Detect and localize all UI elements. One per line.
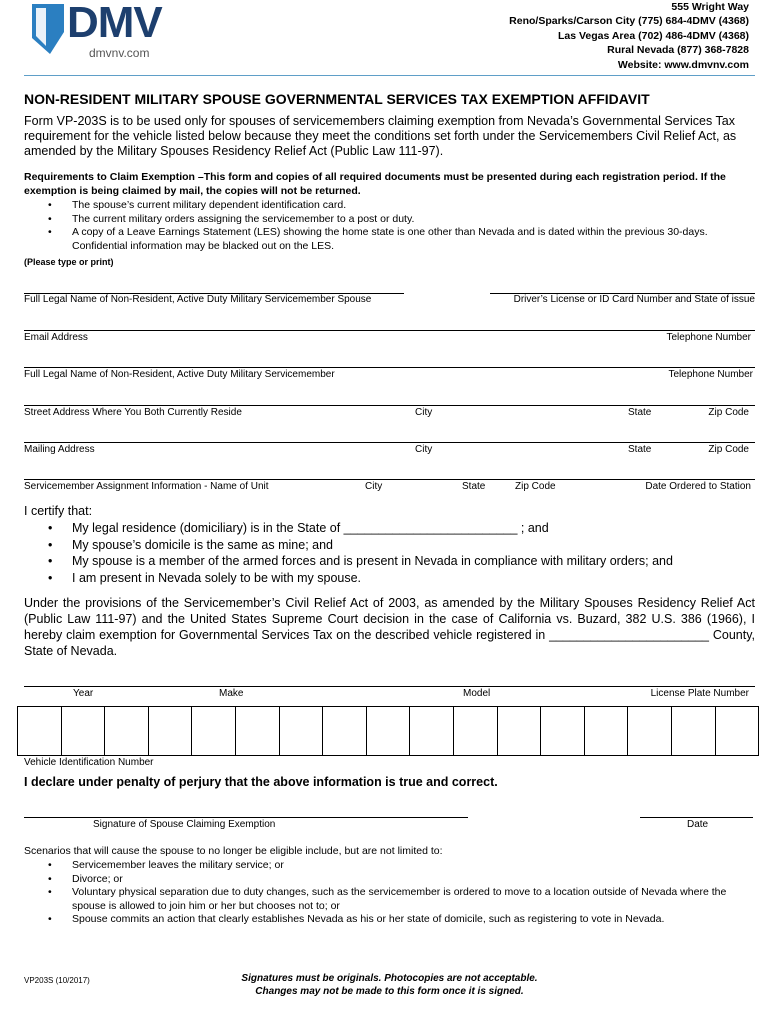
vin-box[interactable] [192, 707, 236, 755]
state-label: State [462, 481, 486, 492]
footer-line-1: Signatures must be originals. Photocopies are not acceptable. [241, 973, 538, 984]
logo-url: dmvnv.com [89, 46, 150, 60]
email-field[interactable] [24, 330, 755, 331]
zip-label: Zip Code [515, 481, 556, 492]
dmv-logo [30, 2, 190, 62]
vin-box[interactable] [280, 707, 324, 755]
print-note: (Please type or print) [24, 257, 114, 267]
vin-box[interactable] [498, 707, 542, 755]
vin-box[interactable] [149, 707, 193, 755]
list-item: • A copy of a Leave Earnings Statement (LES) showing the home state is one other than Nevada and is dated within the previous 30-days. Confidential information may be blacked out on the LES. [48, 226, 748, 253]
scenarios-heading: Scenarios that will cause the spouse to no longer be eligible include, but are not limited to: [24, 845, 443, 857]
vin-box[interactable] [18, 707, 62, 755]
form-code: VP203S (10/2017) [24, 976, 90, 985]
vin-box[interactable] [716, 707, 759, 755]
vin-box[interactable] [410, 707, 454, 755]
state-label: State [628, 407, 652, 418]
vehicle-info-field[interactable] [24, 686, 755, 687]
list-item: • Servicemember leaves the military service; or [48, 859, 748, 873]
vin-grid [17, 706, 759, 756]
servicemember-name-label: Full Legal Name of Non-Resident, Active Duty Military Servicemember [24, 369, 335, 380]
signature-label: Signature of Spouse Claiming Exemption [93, 819, 276, 830]
telephone-label: Telephone Number [668, 369, 753, 380]
mailing-address-label: Mailing Address [24, 444, 95, 455]
list-item: • Voluntary physical separation due to duty changes, such as the servicemember is ordered to move to a location outside of Nevada where the spouse is allowed to join him or her but chooses not to; or [48, 886, 748, 913]
contact-reno: Reno/Sparks/Carson City (775) 684-4DMV (4368) [509, 15, 749, 28]
contact-rural: Rural Nevada (877) 368-7828 [607, 44, 749, 57]
footer-note [0, 972, 779, 998]
date-field[interactable] [640, 817, 753, 818]
spouse-name-label: Full Legal Name of Non-Resident, Active Duty Military Servicemember Spouse [24, 294, 372, 305]
assignment-label: Servicemember Assignment Information - Name of Unit [24, 481, 269, 492]
street-address-field[interactable] [24, 405, 755, 406]
vin-box[interactable] [105, 707, 149, 755]
city-label: City [415, 444, 433, 455]
list-item: • My spouse’s domicile is the same as mine; and [48, 537, 673, 554]
model-label: Model [463, 688, 491, 699]
signature-field[interactable] [24, 817, 468, 818]
list-item: • I am present in Nevada solely to be with my spouse. [48, 570, 673, 587]
vin-box[interactable] [454, 707, 498, 755]
logo-wordmark: DMV [67, 0, 162, 47]
certify-heading: I certify that: [24, 504, 93, 518]
date-label: Date [687, 819, 709, 830]
date-ordered-label: Date Ordered to Station [645, 481, 751, 492]
requirements-list [48, 199, 748, 253]
contact-website: Website: www.dmvnv.com [617, 58, 749, 71]
zip-label: Zip Code [708, 444, 749, 455]
list-item: • Divorce; or [48, 873, 748, 887]
year-label: Year [73, 688, 94, 699]
contact-las-vegas: Las Vegas Area (702) 486-4DMV (4368) [557, 29, 749, 42]
vin-label: Vehicle Identification Number [24, 757, 154, 768]
vin-box[interactable] [585, 707, 629, 755]
list-item: • My spouse is a member of the armed forces and is present in Nevada in compliance with military orders; and [48, 553, 673, 570]
vin-box[interactable] [323, 707, 367, 755]
license-label: Driver’s License or ID Card Number and State of issue [513, 294, 755, 305]
vin-box[interactable] [236, 707, 280, 755]
list-item: • The current military orders assigning the servicemember to a post or duty. [48, 213, 748, 227]
vin-box[interactable] [367, 707, 411, 755]
city-label: City [365, 481, 383, 492]
header-divider [24, 75, 755, 76]
make-label: Make [219, 688, 244, 699]
telephone-label: Telephone Number [666, 332, 751, 343]
zip-label: Zip Code [708, 407, 749, 418]
servicemember-name-field[interactable] [24, 367, 755, 368]
vin-box[interactable] [62, 707, 106, 755]
vin-box[interactable] [541, 707, 585, 755]
vin-box[interactable] [628, 707, 672, 755]
list-item: • Spouse commits an action that clearly establishes Nevada as his or her state of domicile, such as registering to vote in Nevada. [48, 913, 748, 927]
email-label: Email Address [24, 332, 88, 343]
mailing-address-field[interactable] [24, 442, 755, 443]
plate-label: License Plate Number [650, 688, 749, 699]
vin-box[interactable] [672, 707, 716, 755]
list-item: • The spouse’s current military dependent identification card. [48, 199, 748, 213]
intro-paragraph: Form VP-203S is to be used only for spouses of servicemembers claiming exemption from Nevada’s Governmental Services Tax requirement for the vehicle listed below because they meet the conditions set forth under the Servicemembers Civil Relief Act, as amended by the Military Spouses Residency Relief Act (Public Law 111-97). [24, 114, 737, 158]
declaration-text: I declare under penalty of perjury that the above information is true and correct. [24, 775, 498, 789]
street-address-label: Street Address Where You Both Currently Reside [24, 407, 242, 418]
state-label: State [628, 444, 652, 455]
contact-address: 555 Wright Way [671, 1, 749, 13]
requirements-heading: Requirements to Claim Exemption –This form and copies of all required documents must be presented during each registration period. If the exemption is being claimed by mail, the copies will not be returned. [24, 171, 726, 197]
nevada-state-icon [30, 2, 66, 56]
scenarios-list [48, 859, 748, 927]
page-title: NON-RESIDENT MILITARY SPOUSE GOVERNMENTAL SERVICES TAX EXEMPTION AFFIDAVIT [24, 91, 650, 107]
contact-block [509, 0, 749, 72]
certify-list [48, 520, 673, 586]
city-label: City [415, 407, 433, 418]
list-item: • My legal residence (domiciliary) is in the State of _________________________ ; and [48, 520, 673, 537]
footer-line-2: Changes may not be made to this form once it is signed. [255, 986, 524, 997]
assignment-field[interactable] [24, 479, 755, 480]
provisions-paragraph: Under the provisions of the Servicemember’s Civil Relief Act of 2003, as amended by the Military Spouses Residency Relief Act (Public Law 111-97) and the United States Supreme Court decision in the case of California vs. Buzard, 382 U.S. 386 (1966), I hereby claim exemption for Governmental Services Tax on the described vehicle registered in _______________________ County, State of Nevada. [24, 596, 755, 658]
